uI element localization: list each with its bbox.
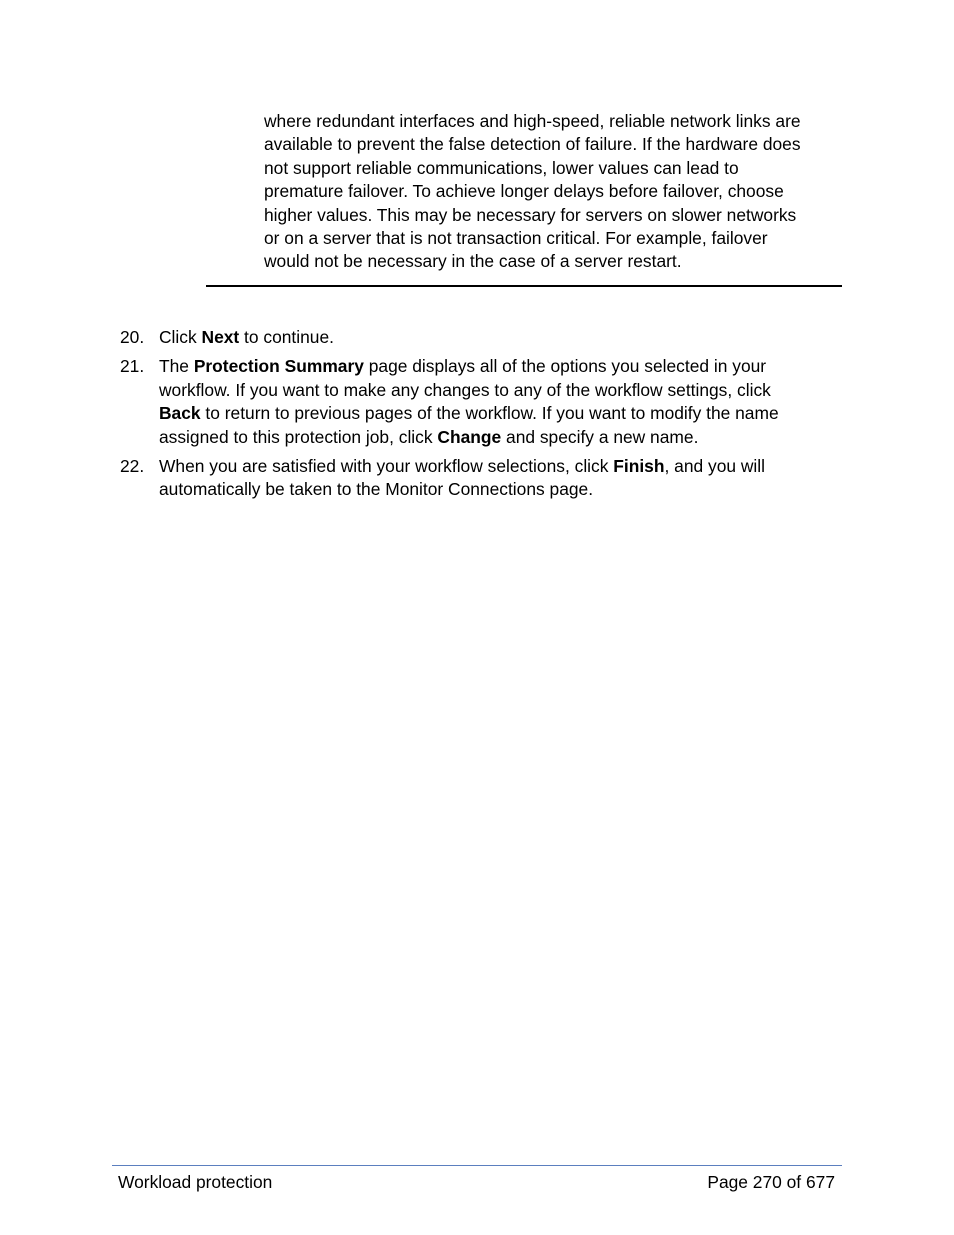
step-number: 20. — [120, 327, 145, 347]
note-line: would not be necessary in the case of a server restart. — [264, 251, 682, 272]
note-line: higher values. This may be necessary for servers on slower networks — [264, 204, 797, 225]
step-line — [159, 355, 840, 378]
step-text: When you are satisfied with your workflow selections, click — [159, 456, 614, 477]
step-item-22 — [120, 455, 840, 502]
note-line: or on a server that is not transaction critical. For example, failover — [264, 228, 768, 249]
step-number: 22. — [120, 456, 145, 477]
step-text: , and you will — [664, 456, 766, 477]
note-line: premature failover. To achieve longer delays before failover, choose — [264, 181, 784, 202]
step-line: workflow. If you want to make any changes to any of the workflow settings, click — [159, 379, 771, 400]
step-item-21 — [120, 355, 840, 449]
note-line: where redundant interfaces and high-speed, reliable network links are — [264, 111, 801, 131]
note-divider — [206, 285, 842, 287]
step-line: automatically be taken to the Monitor Connections page. — [159, 479, 594, 500]
step-text: Click — [159, 327, 202, 347]
footer-page-number: Page 270 of 677 — [707, 1172, 835, 1192]
step-line — [159, 326, 840, 349]
step-text: page displays all of the options you selected in your — [363, 356, 767, 377]
ui-term-finish: Finish — [613, 456, 665, 477]
step-line — [159, 402, 840, 425]
ui-term-protection-summary: Protection Summary — [193, 356, 364, 377]
steps-list — [120, 326, 840, 508]
footer-section-title: Workload protection — [118, 1172, 273, 1192]
step-text: assigned to this protection job, click — [159, 426, 438, 447]
step-text: to return to previous pages of the workflow. If you want to modify the name — [200, 403, 779, 424]
step-text: to continue. — [239, 327, 334, 347]
note-text-block — [264, 110, 850, 274]
ui-term-next: Next — [201, 327, 240, 347]
step-text: and specify a new name. — [501, 426, 699, 447]
ui-term-back: Back — [159, 403, 201, 424]
step-line — [159, 426, 840, 449]
step-item-20 — [120, 326, 840, 349]
footer-divider — [112, 1165, 842, 1166]
note-line: not support reliable communications, lower values can lead to — [264, 157, 739, 178]
step-line — [159, 455, 840, 478]
ui-term-change: Change — [437, 426, 502, 447]
note-line: available to prevent the false detection of failure. If the hardware does — [264, 134, 801, 155]
step-number: 21. — [120, 356, 145, 377]
step-text: The — [159, 356, 194, 377]
